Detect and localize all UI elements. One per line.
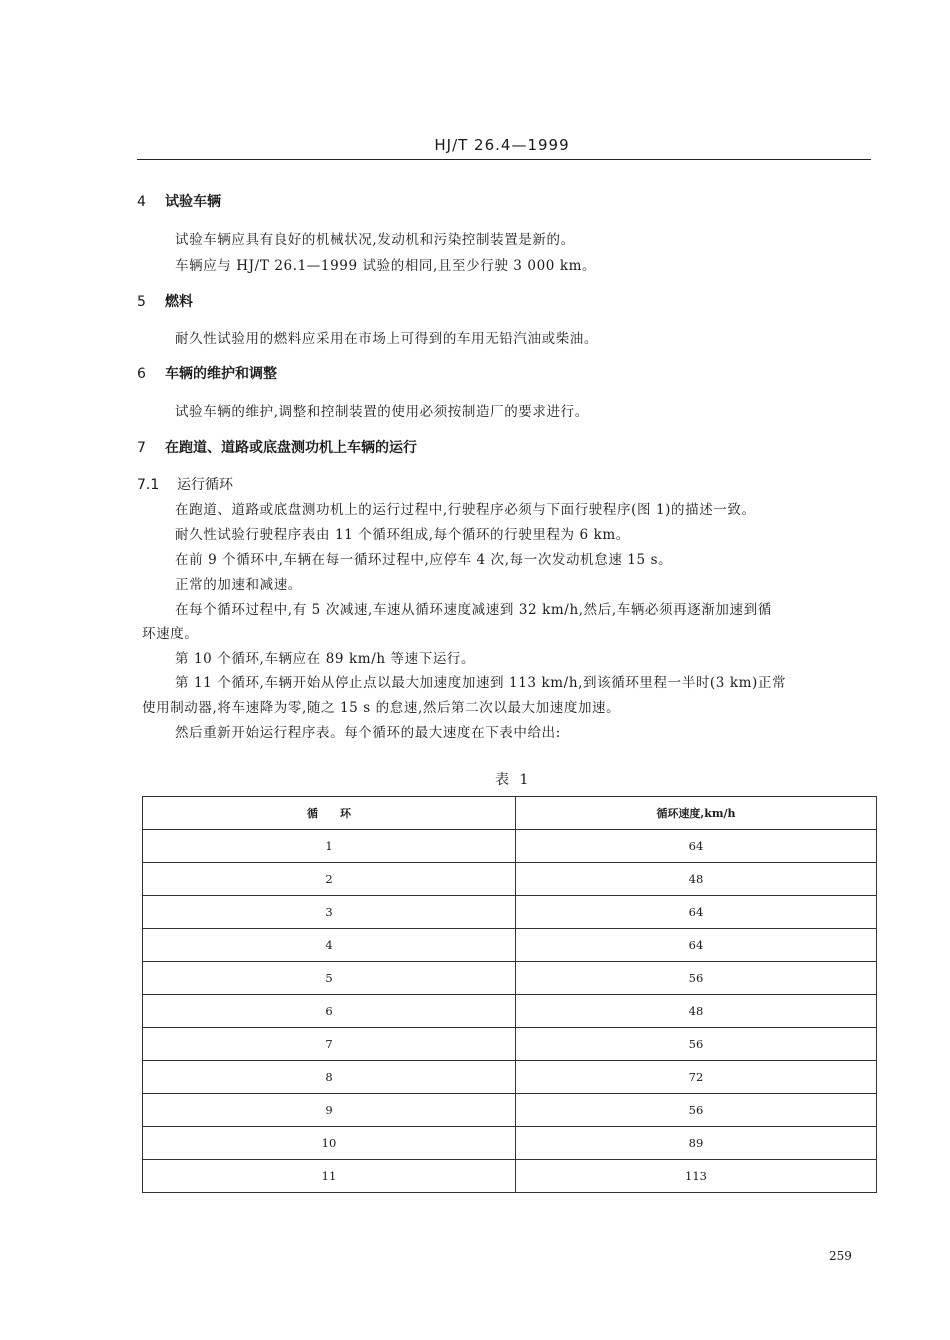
cycle-cell: 4 xyxy=(143,929,516,962)
section-7-paragraph-5-line-2: 环速度。 xyxy=(142,626,199,642)
section-6-heading xyxy=(137,363,277,383)
cycle-cell: 10 xyxy=(143,1127,516,1160)
cycle-cell: 11 xyxy=(143,1160,516,1193)
speed-cell: 113 xyxy=(516,1160,877,1193)
speed-cell: 48 xyxy=(516,863,877,896)
table-row xyxy=(143,830,877,863)
section-7-paragraph-6: 第 10 个循环,车辆应在 89 km/h 等速下运行。 xyxy=(175,651,476,667)
section-4-paragraph-1: 试验车辆应具有良好的机械状况,发动机和污染控制装置是新的。 xyxy=(175,232,575,248)
section-6-title: 车辆的维护和调整 xyxy=(165,366,277,382)
section-7-paragraph-2: 耐久性试验行驶程序表由 11 个循环组成,每个循环的行驶里程为 6 km。 xyxy=(175,527,630,543)
section-7-paragraph-3: 在前 9 个循环中,车辆在每一循环过程中,应停车 4 次,每一次发动机怠速 15 s。 xyxy=(175,552,673,568)
section-4-number: 4 xyxy=(137,194,146,210)
cycle-cell: 8 xyxy=(143,1061,516,1094)
table-row xyxy=(143,896,877,929)
section-5-paragraph-1: 耐久性试验用的燃料应采用在市场上可得到的车用无铅汽油或柴油。 xyxy=(175,331,598,347)
cycle-cell: 6 xyxy=(143,995,516,1028)
speed-cell: 56 xyxy=(516,962,877,995)
speed-cell: 72 xyxy=(516,1061,877,1094)
table-row xyxy=(143,863,877,896)
cycle-cell: 3 xyxy=(143,896,516,929)
table-caption: 表 1 xyxy=(495,772,532,788)
section-7-paragraph-7-line-2: 使用制动器,将车速降为零,随之 15 s 的怠速,然后第二次以最大加速度加速。 xyxy=(142,700,621,716)
cycle-cell: 2 xyxy=(143,863,516,896)
speed-cell: 89 xyxy=(516,1127,877,1160)
table-row xyxy=(143,1061,877,1094)
table-row xyxy=(143,1127,877,1160)
speed-cell: 64 xyxy=(516,896,877,929)
header-rule xyxy=(137,159,871,160)
cycle-cell: 1 xyxy=(143,830,516,863)
section-7-paragraph-8: 然后重新开始运行程序表。每个循环的最大速度在下表中给出: xyxy=(175,725,561,741)
speed-cell: 56 xyxy=(516,1094,877,1127)
table-row xyxy=(143,1094,877,1127)
section-7-title: 在跑道、道路或底盘测功机上车辆的运行 xyxy=(165,440,417,456)
section-7-heading xyxy=(137,437,417,457)
section-4-title: 试验车辆 xyxy=(165,194,221,210)
subsection-7-1-title: 运行循环 xyxy=(177,477,233,493)
section-7-number: 7 xyxy=(137,440,146,456)
section-7-paragraph-1: 在跑道、道路或底盘测功机上的运行过程中,行驶程序必须与下面行驶程序(图 1)的描述一致。 xyxy=(175,502,756,518)
section-7-paragraph-5-line-1: 在每个循环过程中,有 5 次减速,车速从循环速度减速到 32 km/h,然后,车辆必须再逐渐加速到循 xyxy=(175,602,772,618)
section-7-paragraph-7-line-1: 第 11 个循环,车辆开始从停止点以最大加速度加速到 113 km/h,到该循环里程一半时(3 km)正常 xyxy=(175,675,787,691)
table-row xyxy=(143,1160,877,1193)
section-5-heading xyxy=(137,291,193,311)
subsection-7-1-heading xyxy=(137,474,233,494)
document-header: HJ/T 26.4—1999 xyxy=(434,136,570,154)
section-4-paragraph-2: 车辆应与 HJ/T 26.1—1999 试验的相同,且至少行驶 3 000 km。 xyxy=(175,258,597,274)
cycle-speed-table xyxy=(142,796,877,1193)
header-cycle: 循 环 xyxy=(143,797,516,830)
speed-cell: 64 xyxy=(516,830,877,863)
speed-cell: 56 xyxy=(516,1028,877,1061)
table-row xyxy=(143,1028,877,1061)
cycle-cell: 5 xyxy=(143,962,516,995)
table-row xyxy=(143,929,877,962)
speed-cell: 48 xyxy=(516,995,877,1028)
cycle-cell: 9 xyxy=(143,1094,516,1127)
section-4-heading xyxy=(137,191,221,211)
page-number: 259 xyxy=(829,1249,852,1263)
speed-cell: 64 xyxy=(516,929,877,962)
section-6-paragraph-1: 试验车辆的维护,调整和控制装置的使用必须按制造厂的要求进行。 xyxy=(175,404,589,420)
cycle-cell: 7 xyxy=(143,1028,516,1061)
section-7-paragraph-4: 正常的加速和减速。 xyxy=(175,577,302,593)
table-row xyxy=(143,995,877,1028)
header-cycle-speed: 循环速度,km/h xyxy=(516,797,877,830)
section-5-title: 燃料 xyxy=(165,294,193,310)
subsection-7-1-number: 7.1 xyxy=(137,477,160,493)
table-row xyxy=(143,962,877,995)
table-header-row xyxy=(143,797,877,830)
section-6-number: 6 xyxy=(137,366,146,382)
section-5-number: 5 xyxy=(137,294,146,310)
